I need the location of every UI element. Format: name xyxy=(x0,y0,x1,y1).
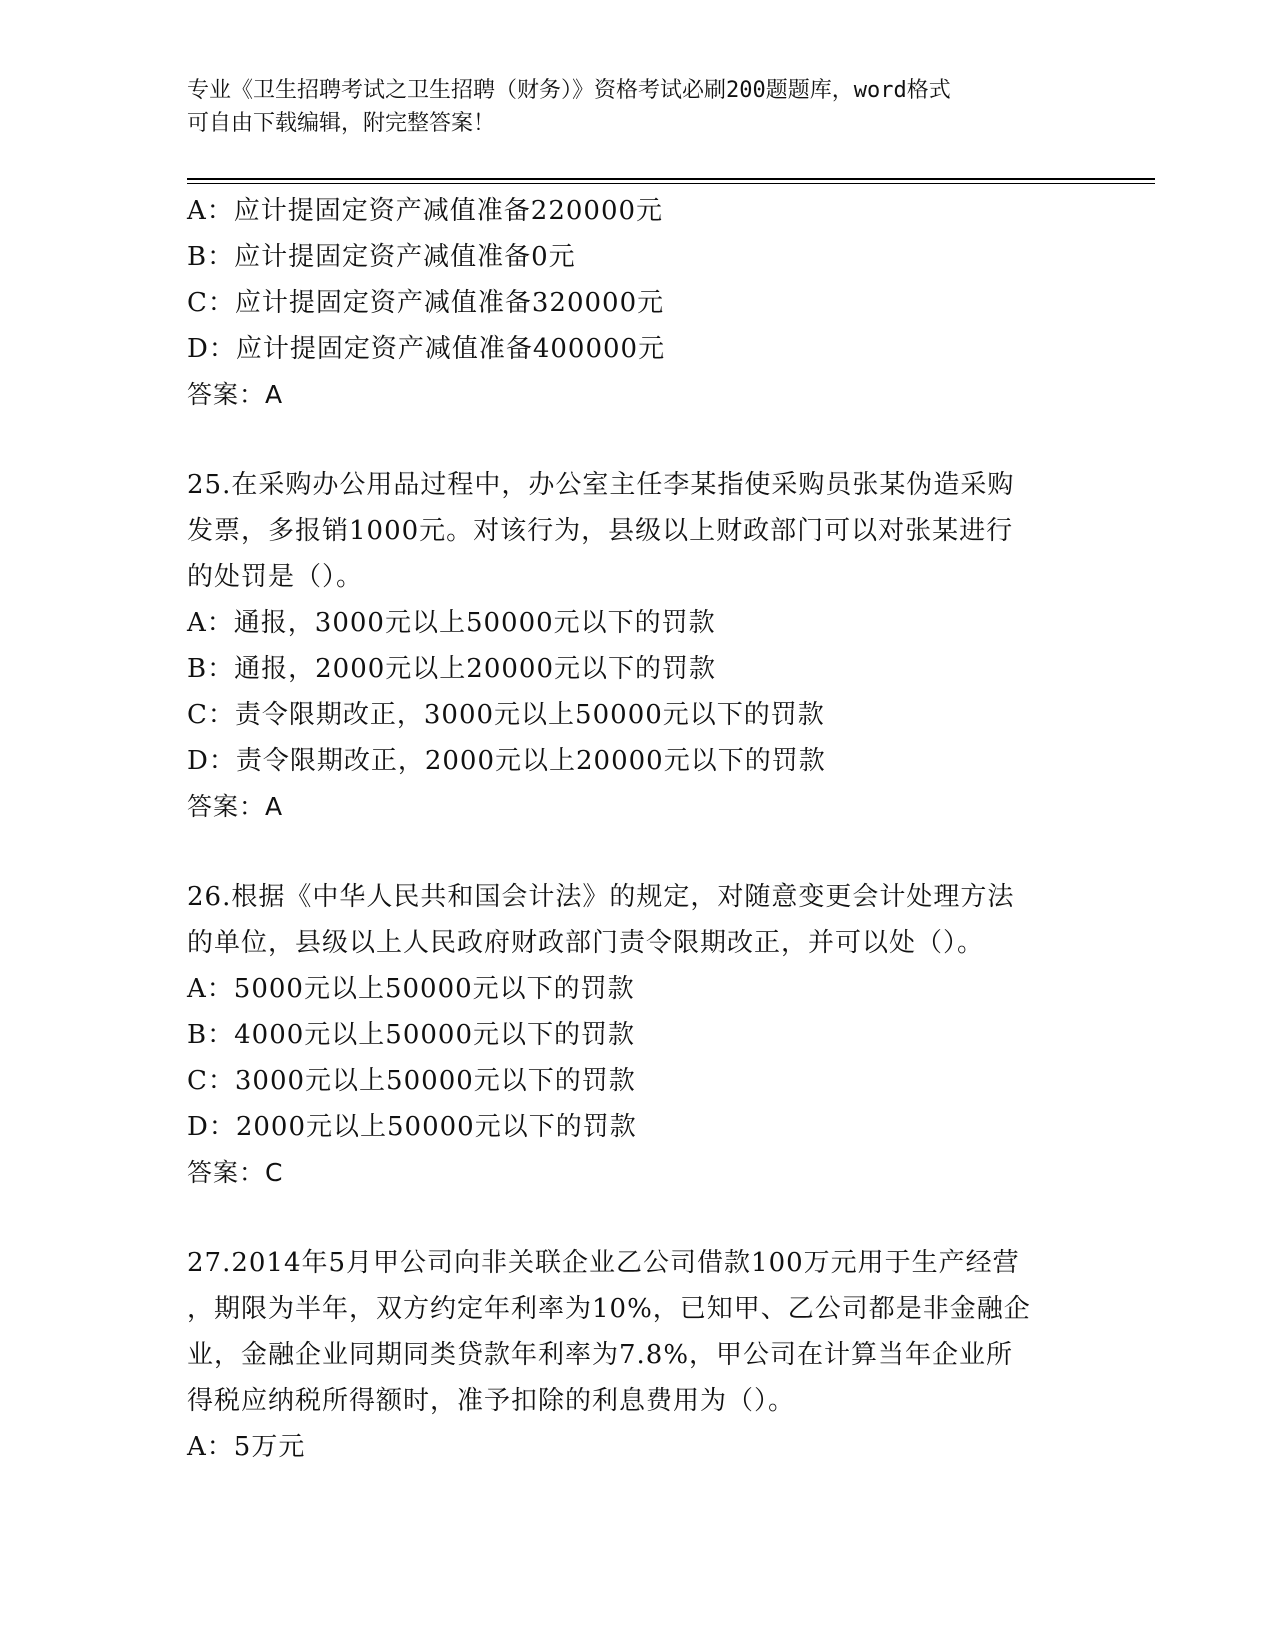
question-content xyxy=(187,188,1077,1470)
answer: 答案：C xyxy=(187,1158,284,1187)
option-a: A：应计提固定资产减值准备220000元 xyxy=(187,196,664,226)
question-stem-line: ，期限为半年，双方约定年利率为10%，已知甲、乙公司都是非金融企 xyxy=(187,1294,1031,1324)
spacer xyxy=(187,830,1077,874)
question-25 xyxy=(187,462,1077,830)
option-a: A：通报，3000元以上50000元以下的罚款 xyxy=(187,608,716,638)
option-c: C：应计提固定资产减值准备320000元 xyxy=(187,288,665,318)
option-a: A：5000元以上50000元以下的罚款 xyxy=(187,974,635,1004)
question-stem-line: 得税应纳税所得额时，准予扣除的利息费用为（）。 xyxy=(187,1386,796,1416)
option-b: B：应计提固定资产减值准备0元 xyxy=(187,242,576,272)
option-b: B：通报，2000元以上20000元以下的罚款 xyxy=(187,654,716,684)
question-stem-line: 26.根据《中华人民共和国会计法》的规定，对随意变更会计处理方法 xyxy=(187,882,1015,912)
header-divider-thin xyxy=(187,183,1155,184)
answer: 答案：A xyxy=(187,792,284,821)
question-stem-line: 业，金融企业同期同类贷款年利率为7.8%，甲公司在计算当年企业所 xyxy=(187,1340,1014,1370)
option-d: D：应计提固定资产减值准备400000元 xyxy=(187,334,666,364)
question-27 xyxy=(187,1240,1077,1470)
question-26 xyxy=(187,874,1077,1196)
question-stem-line: 27.2014年5月甲公司向非关联企业乙公司借款100万元用于生产经营 xyxy=(187,1248,1020,1278)
option-d: D：责令限期改正，2000元以上20000元以下的罚款 xyxy=(187,746,826,776)
question-24 xyxy=(187,188,1077,418)
question-stem-line: 发票，多报销1000元。对该行为，县级以上财政部门可以对张某进行 xyxy=(187,516,1014,546)
question-stem-line: 的单位，县级以上人民政府财政部门责令限期改正，并可以处（）。 xyxy=(187,928,985,958)
header-line-2: 可自由下载编辑，附完整答案！ xyxy=(187,111,496,136)
spacer xyxy=(187,1196,1077,1240)
option-c: C：责令限期改正，3000元以上50000元以下的罚款 xyxy=(187,700,825,730)
option-d: D：2000元以上50000元以下的罚款 xyxy=(187,1112,637,1142)
answer: 答案：A xyxy=(187,380,284,409)
option-c: C：3000元以上50000元以下的罚款 xyxy=(187,1066,636,1096)
header-divider-thick xyxy=(187,178,1155,180)
document-header xyxy=(187,74,1077,140)
spacer xyxy=(187,418,1077,462)
option-a: A：5万元 xyxy=(187,1432,306,1462)
question-stem-line: 的处罚是（）。 xyxy=(187,562,364,592)
header-line-1: 专业《卫生招聘考试之卫生招聘（财务）》资格考试必刷200题题库，word格式 xyxy=(187,78,951,103)
question-stem-line: 25.在采购办公用品过程中，办公室主任李某指使采购员张某伪造采购 xyxy=(187,470,1015,500)
option-b: B：4000元以上50000元以下的罚款 xyxy=(187,1020,635,1050)
